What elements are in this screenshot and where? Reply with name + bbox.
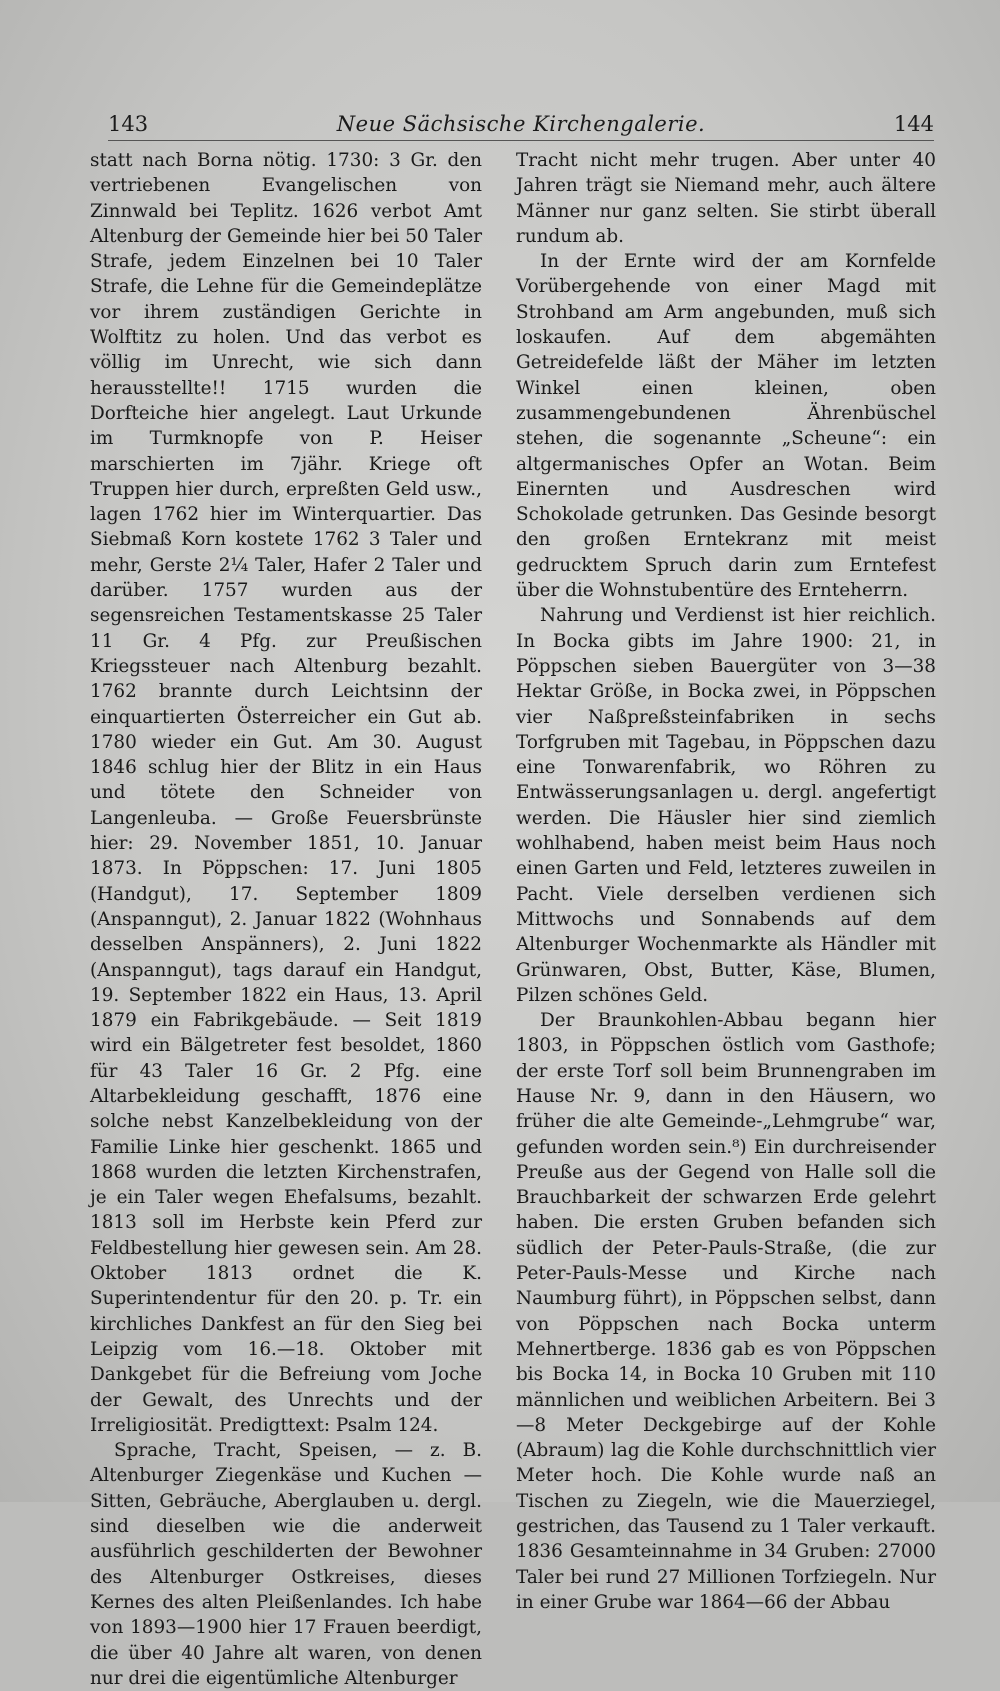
header-rule bbox=[108, 140, 934, 141]
paragraph: Tracht nicht mehr trugen. Aber unter 40 Jahren trägt sie Niemand mehr, auch ältere Männer nur ganz selten. Sie stirbt überall rundum ab. bbox=[516, 150, 936, 247]
paragraph: statt nach Borna nötig. 1730: 3 Gr. den vertriebenen Evangelischen von Zinnwald bei Teplitz. 1626 verbot Amt Altenburg der Gemeinde hier bei 50 Taler Strafe, jedem Einzelnen bei 10 Taler Strafe, die Lehne für die Gemeindeplätze vor ihrem zuständigen Gerichte in Wolftitz zu holen. Und das verbot es völlig im Unrecht, wie sich dann herausstellte!! 1715 wurden die Dorfteiche hier angelegt. Laut Urkunde im Turmknopfe von P. Heiser marschierten im 7jähr. Kriege oft Truppen hier durch, erpreßten Geld usw., lagen 1762 hier im Winterquartier. Das Siebmaß Korn kostete 1762 3 Taler und mehr, Gerste 2¼ Taler, Hafer 2 Taler und darüber. 1757 wurden aus der segensreichen Testamentskasse 25 Taler 11 Gr. 4 Pfg. zur Preußischen Kriegssteuer nach Altenburg bezahlt. 1762 brannte durch Leichtsinn der einquartierten Österreicher ein Gut ab. 1780 wieder ein Gut. Am 30. August 1846 schlug hier der Blitz in ein Haus und tötete den Schneider von Langenleuba. — Große Feuersbrünste hier: 29. November 1851, 10. Januar 1873. In Pöppschen: 17. Juni 1805 (Handgut), 17. September 1809 (Anspanngut), 2. Januar 1822 (Wohnhaus desselben Anspänners), 2. Juni 1822 (Anspanngut), tags darauf ein Handgut, 19. September 1822 ein Haus, 13. April 1879 ein Fabrikgebäude. — Seit 1819 wird ein Bälgetreter fest besoldet, 1860 für 43 Taler 16 Gr. 2 Pfg. eine Altarbekleidung geschafft, 1876 eine solche nebst Kanzelbekleidung von der Familie Linke hier geschenkt. 1865 und 1868 wurden die letzten Kirchenstrafen, je ein Taler wegen Ehefalsums, bezahlt. 1813 soll im Herbste kein Pferd zur Feldbestellung hier gewesen sein. Am 28. Oktober 1813 ordnet die K. Superintendentur für den 20. p. Tr. ein kirchliches Dankfest an für den Sieg bei Leipzig vom 16.—18. Oktober mit Dankgebet für die Befreiung vom Joche der Gewalt, des Unrechts und der Irreligiosität. Predigttext: Psalm 124. bbox=[90, 150, 482, 1436]
paragraph: Der Braunkohlen-Abbau begann hier 1803, in Pöppschen östlich vom Gasthofe; der erste Torf soll beim Brunnengraben im Hause Nr. 9, dann in den Häusern, wo früher die alte Gemeinde-„Lehmgrube“ war, gefunden worden sein.⁸) Ein durchreisender Preuße aus der Gegend von Halle soll die Brauchbarkeit der schwarzen Erde gelehrt haben. Die ersten Gruben befanden sich südlich der Peter-Pauls-Straße, (die zur Peter-Pauls-Messe und Kirche nach Naumburg führt), in Pöppschen selbst, dann von Pöppschen nach Bocka unterm Mehnertberge. 1836 gab es von Pöppschen bis Bocka 14, in Bocka 10 Gruben mit 110 männlichen und weiblichen Arbeitern. Bei 3—8 Meter Deckgebirge auf der Kohle (Abraum) lag die Kohle durchschnittlich vier Meter hoch. Die Kohle wurde naß an Tischen zu Ziegeln, wie die Mauerziegel, gestrichen, das Tausend zu 1 Taler verkauft. 1836 Gesamteinnahme in 34 Gruben: 27000 Taler bei rund 27 Millionen Torfziegeln. Nur in einer Grube war 1864—66 der Abbau bbox=[516, 1010, 936, 1613]
page-header bbox=[108, 112, 934, 142]
paragraph: In der Ernte wird der am Kornfelde Vorübergehende von einer Magd mit Strohband am Arm angebunden, muß sich loskaufen. Auf dem abgemähten Getreidefelde läßt der Mäher im letzten Winkel einen kleinen, oben zusammengebundenen Ährenbüschel stehen, die sogenannte „Scheune“: ein altgermanisches Opfer an Wotan. Beim Einernten und Ausdreschen wird Schokolade getrunken. Das Gesinde besorgt den großen Erntekranz mit meist gedrucktem Spruch darin zum Erntefest über die Wohnstubentüre des Ernteherrn. bbox=[516, 251, 936, 602]
paragraph: Nahrung und Verdienst ist hier reichlich. In Bocka gibts im Jahre 1900: 21, in Pöppschen sieben Bauergüter von 3—38 Hektar Größe, in Bocka zwei, in Pöppschen vier Naßpreßsteinfabriken in sechs Torfgruben mit Tagebau, in Pöppschen dazu eine Tonwarenfabrik, wo Röhren zu Entwässerungsanlagen u. dergl. angefertigt werden. Die Häusler hier sind ziemlich wohlhabend, haben meist beim Haus noch einen Garten und Feld, letzteres zuweilen in Pacht. Viele derselben verdienen sich Mittwochs und Sonnabends auf dem Altenburger Wochenmarkte als Händler mit Grünwaren, Obst, Butter, Käse, Blumen, Pilzen schönes Geld. bbox=[516, 605, 936, 1006]
right-page-number: 144 bbox=[893, 112, 934, 136]
left-page-number: 143 bbox=[108, 112, 149, 136]
right-column bbox=[516, 148, 936, 1615]
running-title: Neue Sächsische Kirchengalerie. bbox=[336, 112, 706, 136]
left-column bbox=[90, 148, 482, 1691]
paragraph: Sprache, Tracht, Speisen, — z. B. Altenburger Ziegenkäse und Kuchen — Sitten, Gebräuche, Aberglauben u. dergl. sind dieselben wie die anderweit ausführlich geschilderten der Bewohner des Altenburger Ostkreises, dieses Kernes des alten Pleißenlandes. Ich habe von 1893—1900 hier 17 Frauen beerdigt, die über 40 Jahre alt waren, von denen nur drei die eigentümliche Altenburger bbox=[90, 1440, 482, 1689]
